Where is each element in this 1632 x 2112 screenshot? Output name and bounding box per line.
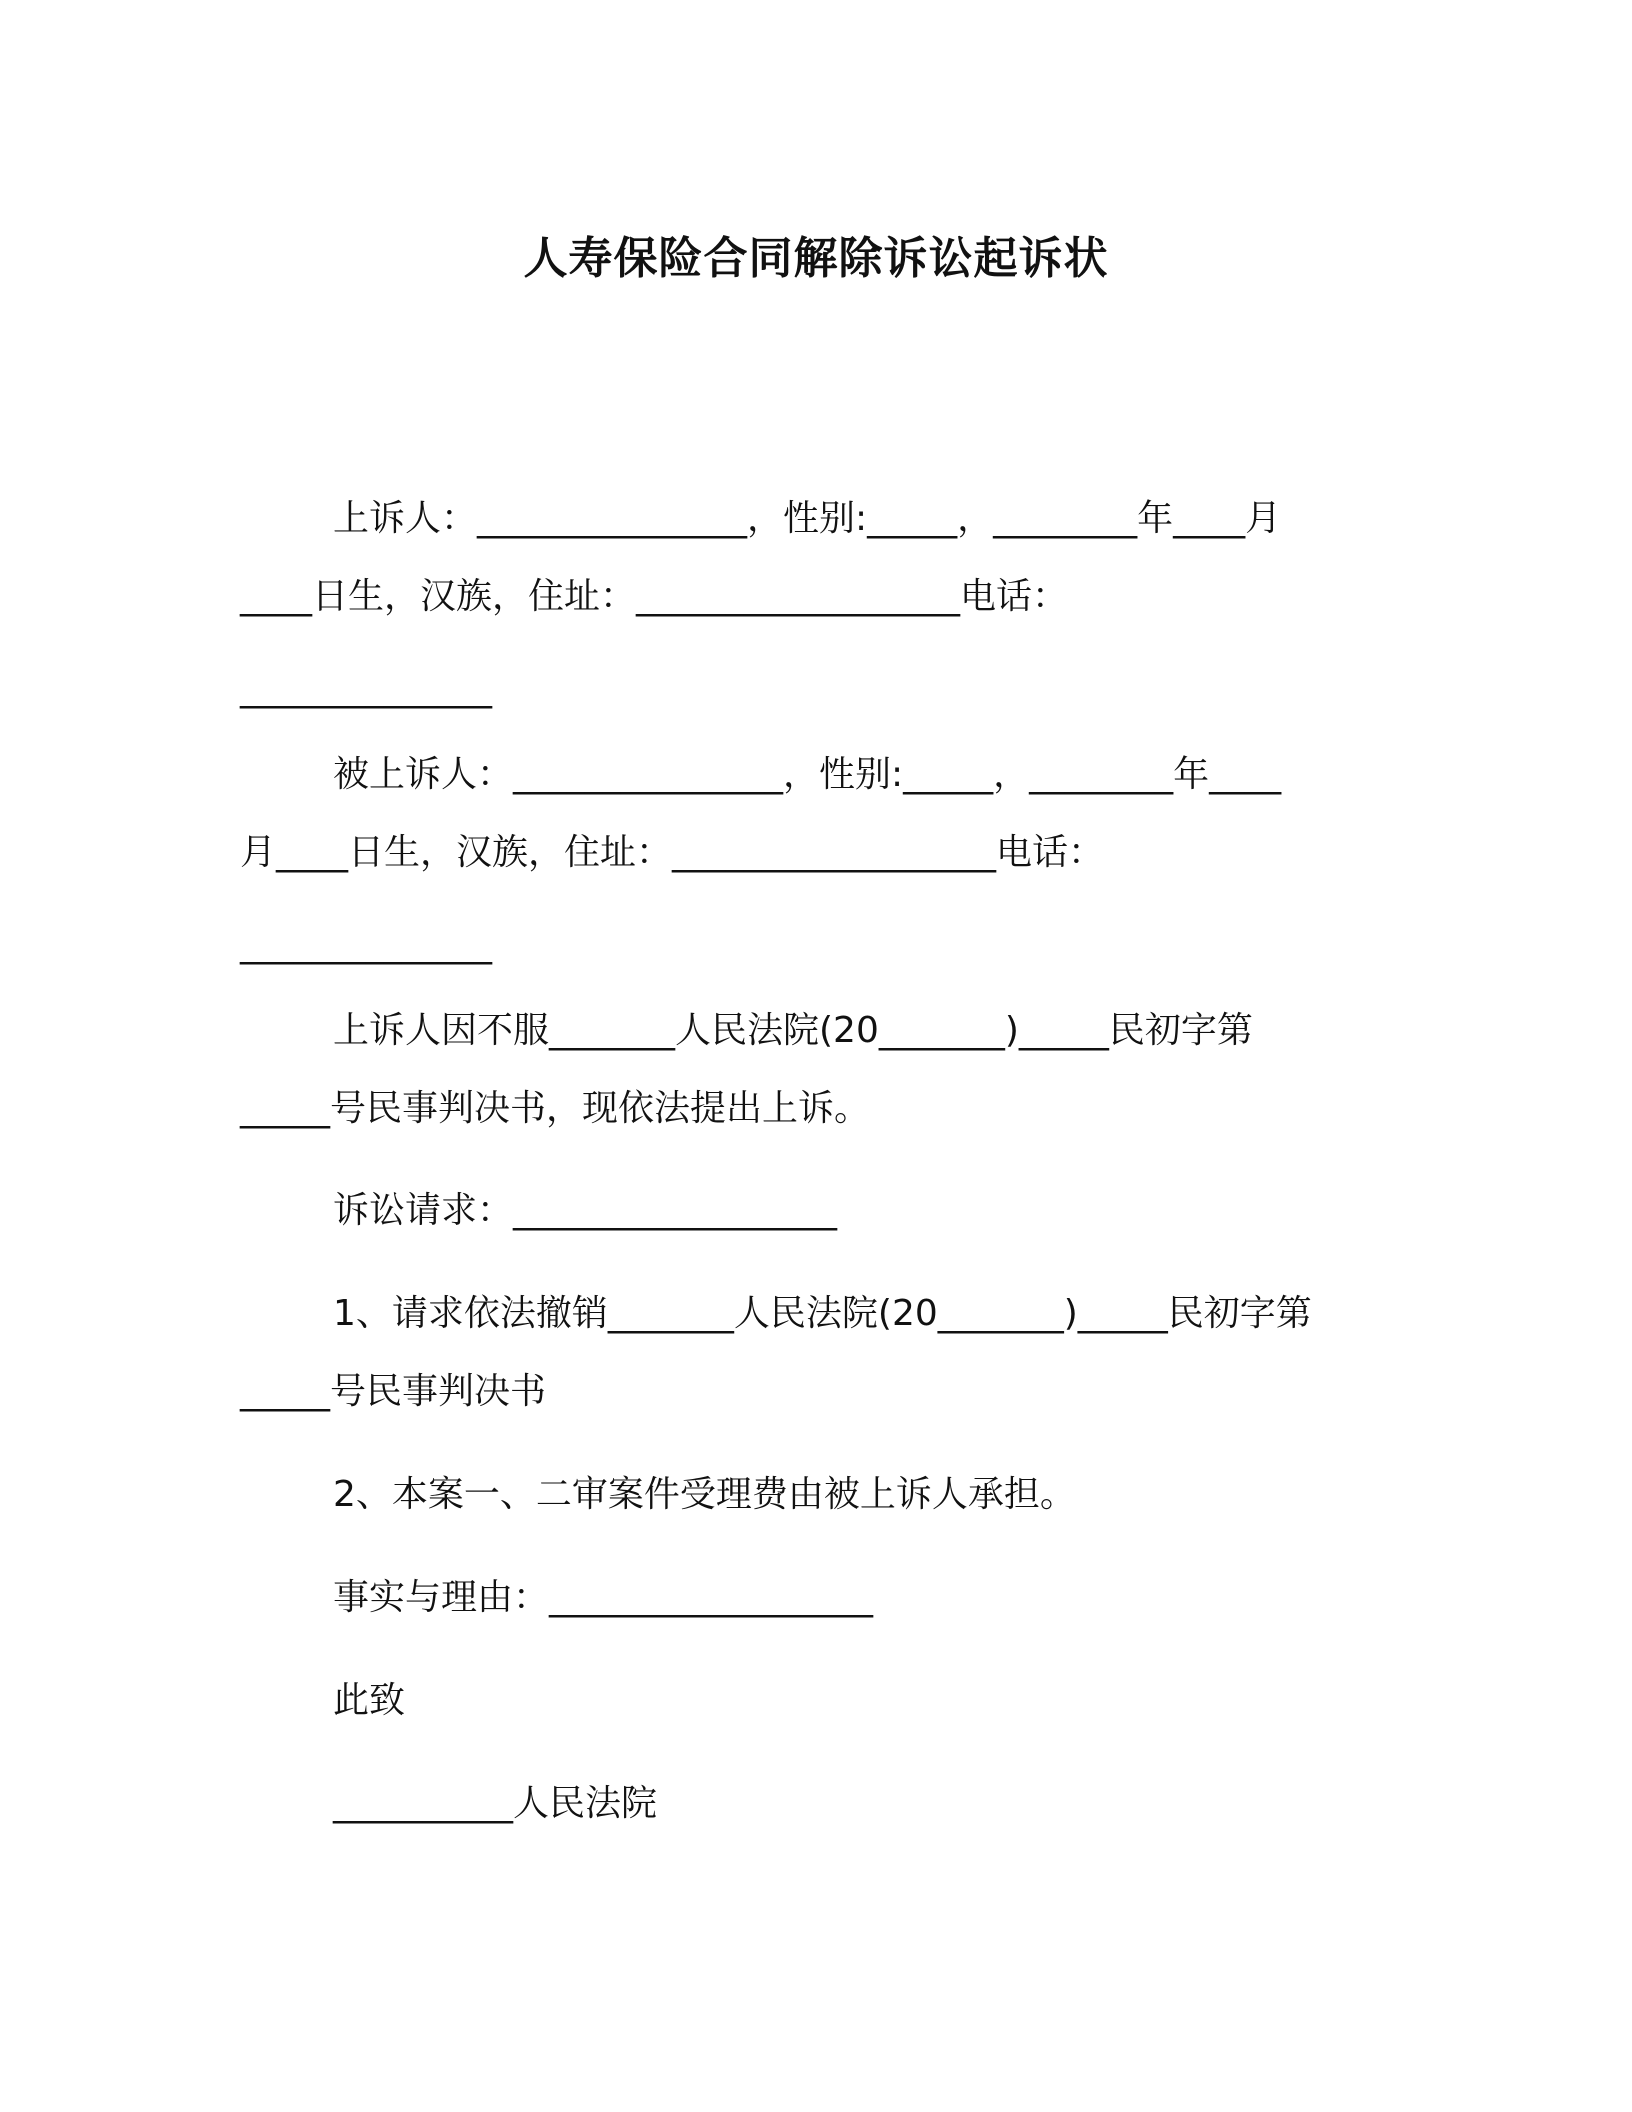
court-line: __________人民法院 [333, 1783, 658, 1824]
appeal-reason-line-2: _____号民事判决书，现依法提出上诉。 [240, 1088, 871, 1129]
claim-1-line-2: _____号民事判决书 [240, 1371, 547, 1412]
claims-label: 诉讼请求：__________________ [333, 1190, 838, 1231]
appellant-line-1: 上诉人：_______________，性别:_____，________年____月 [333, 498, 1282, 539]
document-title: 人寿保险合同解除诉讼起诉状 [523, 233, 1109, 284]
claim-1-line-1: 1、请求依法撤销_______人民法院(20_______)_____民初字第 [333, 1293, 1312, 1334]
facts-label: 事实与理由：__________________ [333, 1577, 874, 1618]
appellee-line-3: ______________ [240, 924, 492, 965]
appellant-line-2: ____日生，汉族，住址：__________________电话： [240, 576, 1069, 617]
appellee-line-2: 月____日生，汉族，住址：__________________电话： [240, 832, 1105, 873]
closing-text: 此致 [333, 1680, 406, 1721]
claim-2: 2、本案一、二审案件受理费由被上诉人承担。 [333, 1474, 1076, 1515]
appeal-reason-line-1: 上诉人因不服_______人民法院(20_______)_____民初字第 [333, 1010, 1253, 1051]
appellee-line-1: 被上诉人：_______________，性别:_____，________年____ [333, 754, 1282, 795]
appellant-line-3: ______________ [240, 668, 492, 709]
